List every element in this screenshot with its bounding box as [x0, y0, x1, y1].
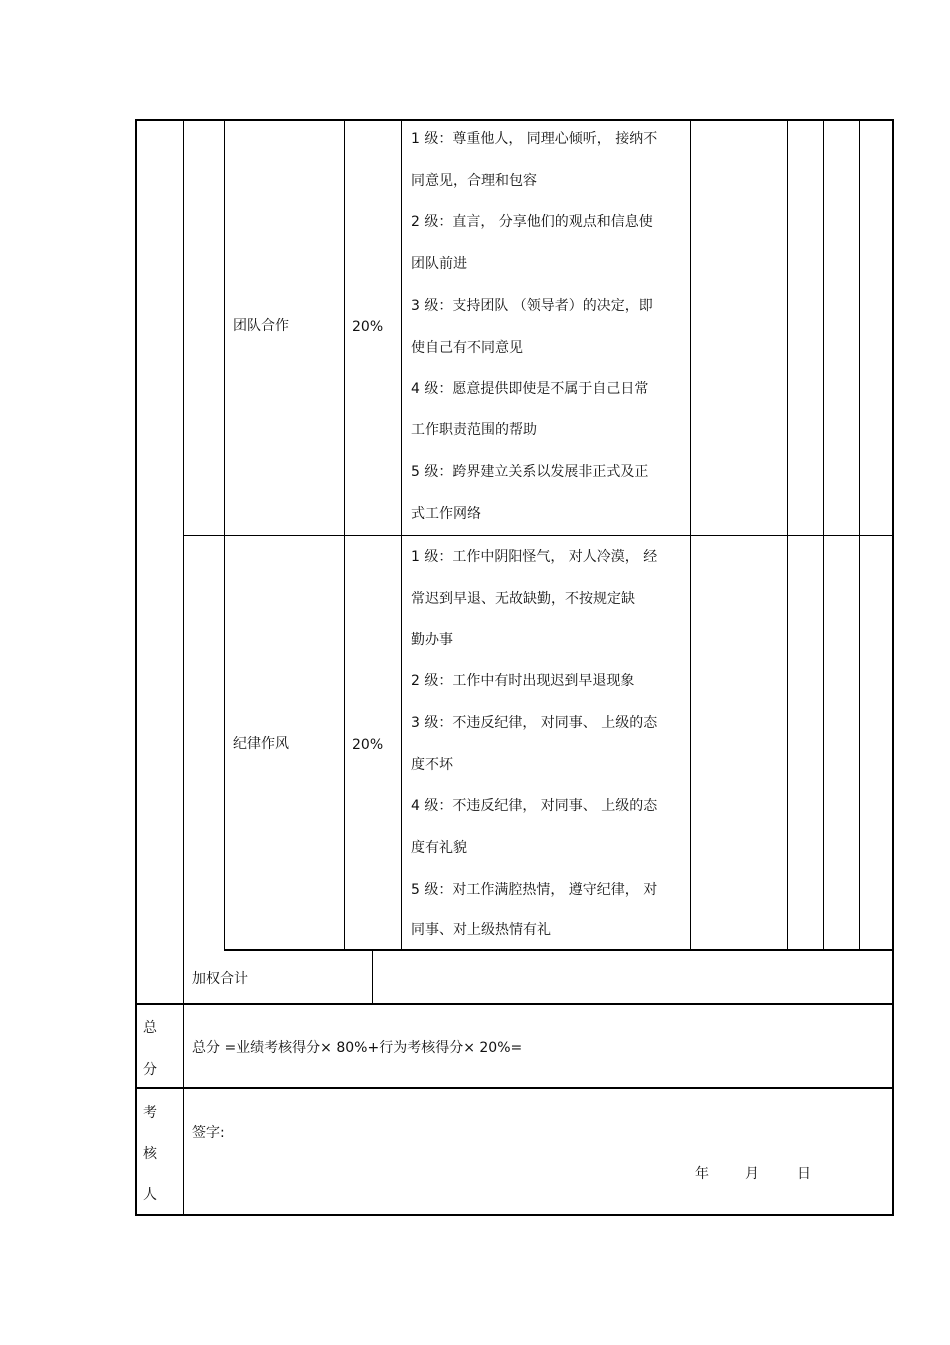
criteria-line: 1 级：尊重他人， 同理心倾听， 接纳不 [411, 131, 658, 147]
criteria-line: 2 级：工作中有时出现迟到早退现象 [411, 673, 635, 689]
date-day: 日 [797, 1166, 811, 1182]
criteria-line: 3 级：支持团队 （领导者）的决定，即 [411, 298, 653, 314]
criteria-line: 2 级：直言， 分享他们的观点和信息使 [411, 214, 653, 230]
total-formula: 总分 =业绩考核得分× 80%+行为考核得分× 20%= [192, 1040, 523, 1056]
criteria-line: 5 级：跨界建立关系以发展非正式及正 [411, 464, 649, 480]
reviewer-label-char: 核 [143, 1146, 157, 1162]
criteria-line: 5 级：对工作满腔热情， 遵守纪律， 对 [411, 882, 658, 898]
row-weight: 20% [352, 737, 384, 753]
criteria-line: 工作职责范围的帮助 [411, 422, 537, 438]
criteria-line: 式工作网络 [411, 506, 481, 522]
criteria-line: 度不坏 [411, 757, 453, 773]
total-label-char: 分 [143, 1062, 157, 1078]
criteria-line: 团队前进 [411, 256, 467, 272]
criteria-line: 度有礼貌 [411, 840, 467, 856]
criteria-line: 3 级：不违反纪律， 对同事、 上级的态 [411, 715, 658, 731]
criteria-line: 4 级：愿意提供即使是不属于自己日常 [411, 381, 649, 397]
criteria-line: 同事、对上级热情有礼 [411, 922, 551, 938]
criteria-line: 使自己有不同意见 [411, 340, 523, 356]
criteria-line: 4 级：不违反纪律， 对同事、 上级的态 [411, 798, 658, 814]
criteria-line: 勤办事 [411, 632, 453, 648]
criteria-line: 常迟到早退、无故缺勤，不按规定缺 [411, 591, 635, 607]
date-month: 月 [745, 1166, 759, 1182]
date-year: 年 [695, 1166, 709, 1182]
criteria-line: 1 级：工作中阴阳怪气， 对人冷漠， 经 [411, 549, 658, 565]
row-name: 团队合作 [233, 318, 289, 334]
total-label-char: 总 [143, 1020, 157, 1036]
weighted-total-label: 加权合计 [192, 971, 248, 987]
reviewer-label-char: 考 [143, 1105, 157, 1121]
signature-label: 签字: [192, 1125, 225, 1141]
row-name: 纪律作风 [233, 736, 289, 752]
row-weight: 20% [352, 319, 384, 335]
criteria-line: 同意见，合理和包容 [411, 173, 537, 189]
reviewer-label-char: 人 [143, 1187, 157, 1203]
